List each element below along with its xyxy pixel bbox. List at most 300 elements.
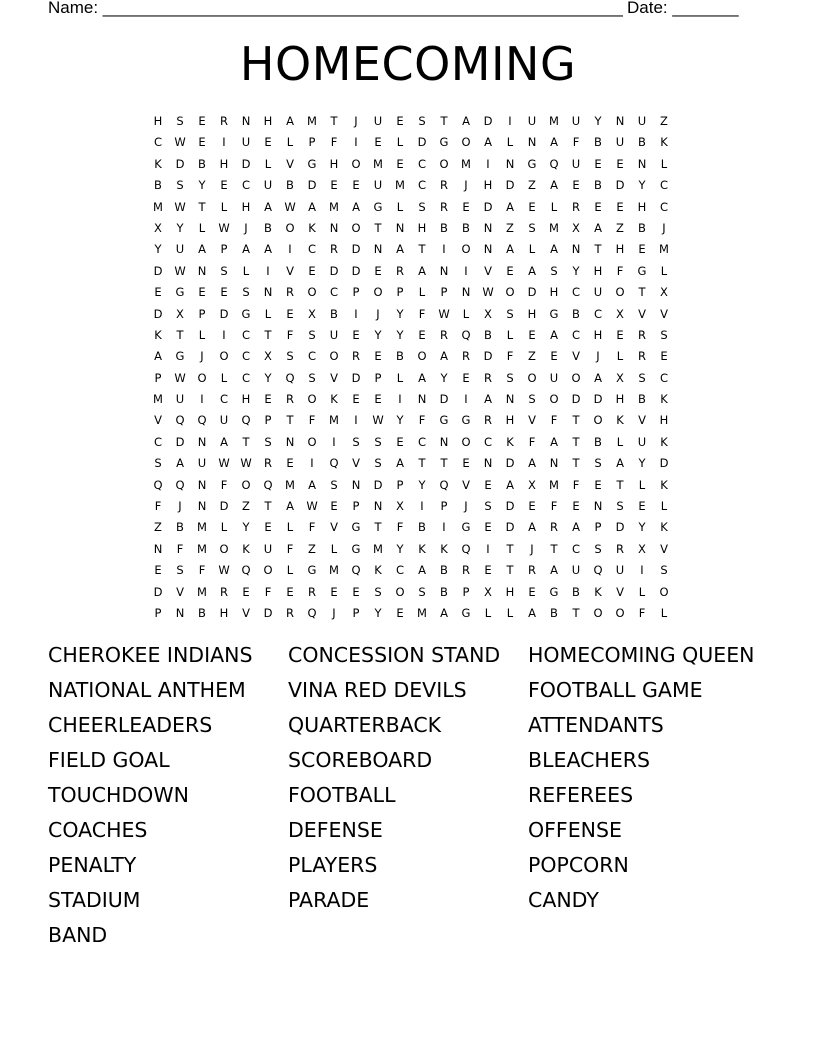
grid-letter[interactable]: P (396, 477, 404, 492)
grid-letter[interactable]: L (616, 349, 624, 364)
grid-letter[interactable]: I (464, 263, 468, 278)
grid-letter[interactable]: W (174, 135, 186, 150)
grid-letter[interactable]: D (153, 263, 163, 278)
grid-letter[interactable]: A (484, 392, 492, 407)
grid-letter[interactable]: H (483, 178, 493, 193)
grid-letter[interactable]: B (484, 327, 492, 342)
grid-letter[interactable]: T (198, 199, 206, 214)
grid-letter[interactable]: J (530, 541, 534, 556)
grid-letter[interactable]: E (330, 584, 338, 599)
grid-letter[interactable]: T (616, 477, 624, 492)
grid-letter[interactable]: E (264, 392, 272, 407)
grid-letter[interactable]: Q (197, 413, 207, 428)
grid-letter[interactable]: A (418, 563, 426, 578)
grid-letter[interactable]: T (572, 413, 580, 428)
grid-letter[interactable]: M (329, 413, 339, 428)
grid-letter[interactable]: F (616, 263, 624, 278)
grid-letter[interactable]: J (244, 220, 248, 235)
grid-letter[interactable]: W (372, 413, 384, 428)
grid-letter[interactable]: O (197, 370, 207, 385)
grid-letter[interactable]: U (197, 456, 207, 471)
grid-letter[interactable]: A (308, 477, 316, 492)
grid-letter[interactable]: E (374, 392, 382, 407)
grid-letter[interactable]: Y (176, 220, 184, 235)
grid-letter[interactable]: E (550, 349, 558, 364)
grid-letter[interactable]: T (550, 541, 558, 556)
grid-letter[interactable]: F (220, 477, 228, 492)
grid-letter[interactable]: M (329, 563, 339, 578)
grid-letter[interactable]: M (373, 156, 383, 171)
grid-letter[interactable]: Y (440, 370, 448, 385)
grid-letter[interactable]: L (396, 370, 404, 385)
grid-letter[interactable]: D (329, 263, 339, 278)
grid-letter[interactable]: A (506, 242, 514, 257)
grid-letter[interactable]: E (484, 477, 492, 492)
grid-letter[interactable]: E (352, 392, 360, 407)
grid-letter[interactable]: G (307, 156, 317, 171)
grid-letter[interactable]: N (483, 220, 493, 235)
grid-letter[interactable]: A (220, 434, 228, 449)
grid-letter[interactable]: A (572, 520, 580, 535)
grid-letter[interactable]: D (483, 349, 493, 364)
grid-letter[interactable]: A (594, 220, 602, 235)
grid-letter[interactable]: B (396, 349, 404, 364)
grid-letter[interactable]: S (660, 563, 668, 578)
grid-letter[interactable]: A (154, 349, 162, 364)
grid-letter[interactable]: U (637, 114, 647, 128)
grid-letter[interactable]: L (660, 605, 668, 620)
grid-letter[interactable]: B (440, 584, 448, 599)
grid-letter[interactable]: A (594, 370, 602, 385)
grid-letter[interactable]: V (660, 306, 668, 321)
grid-letter[interactable]: E (352, 584, 360, 599)
grid-letter[interactable]: B (176, 520, 184, 535)
grid-letter[interactable]: Y (374, 327, 382, 342)
grid-letter[interactable]: B (264, 220, 272, 235)
grid-letter[interactable]: A (462, 114, 470, 128)
grid-letter[interactable]: H (593, 263, 603, 278)
grid-letter[interactable]: N (197, 263, 207, 278)
grid-letter[interactable]: L (550, 199, 558, 214)
grid-letter[interactable]: M (461, 156, 471, 171)
grid-letter[interactable]: F (308, 520, 316, 535)
grid-letter[interactable]: O (615, 285, 625, 300)
grid-letter[interactable]: M (307, 114, 317, 128)
grid-letter[interactable]: D (483, 199, 493, 214)
grid-letter[interactable]: S (176, 178, 184, 193)
grid-letter[interactable]: C (571, 327, 581, 342)
grid-letter[interactable]: F (528, 434, 536, 449)
grid-letter[interactable]: Q (439, 477, 449, 492)
grid-letter[interactable]: N (439, 263, 449, 278)
grid-letter[interactable]: P (594, 520, 602, 535)
grid-letter[interactable]: X (484, 584, 492, 599)
grid-letter[interactable]: E (484, 520, 492, 535)
grid-letter[interactable]: Q (307, 605, 317, 620)
grid-letter[interactable]: U (571, 156, 581, 171)
grid-letter[interactable]: N (549, 456, 559, 471)
grid-letter[interactable]: U (549, 370, 559, 385)
grid-letter[interactable]: V (638, 306, 646, 321)
grid-letter[interactable]: K (594, 584, 602, 599)
grid-letter[interactable]: N (593, 499, 603, 514)
grid-letter[interactable]: G (461, 605, 471, 620)
grid-letter[interactable]: H (659, 413, 669, 428)
grid-letter[interactable]: K (154, 327, 162, 342)
grid-letter[interactable]: D (659, 456, 669, 471)
grid-letter[interactable]: E (396, 605, 404, 620)
grid-letter[interactable]: K (616, 413, 624, 428)
grid-letter[interactable]: Y (396, 327, 404, 342)
grid-letter[interactable]: J (464, 499, 468, 514)
grid-letter[interactable]: T (506, 563, 514, 578)
grid-letter[interactable]: Q (329, 456, 339, 471)
grid-letter[interactable]: D (219, 306, 229, 321)
grid-letter[interactable]: T (572, 434, 580, 449)
grid-letter[interactable]: I (310, 456, 314, 471)
grid-letter[interactable]: O (549, 392, 559, 407)
grid-letter[interactable]: S (594, 456, 602, 471)
grid-letter[interactable]: I (200, 392, 204, 407)
grid-letter[interactable]: S (220, 263, 228, 278)
grid-letter[interactable]: B (594, 135, 602, 150)
grid-letter[interactable]: N (615, 114, 625, 128)
grid-letter[interactable]: M (549, 477, 559, 492)
grid-letter[interactable]: E (220, 178, 228, 193)
grid-letter[interactable]: G (637, 263, 647, 278)
grid-letter[interactable]: V (286, 263, 294, 278)
grid-letter[interactable]: B (638, 392, 646, 407)
grid-letter[interactable]: M (197, 520, 207, 535)
grid-letter[interactable]: D (417, 135, 427, 150)
grid-letter[interactable]: M (417, 605, 427, 620)
grid-letter[interactable]: W (482, 285, 494, 300)
grid-letter[interactable]: V (462, 477, 470, 492)
grid-letter[interactable]: T (264, 327, 272, 342)
grid-letter[interactable]: I (266, 263, 270, 278)
grid-letter[interactable]: C (241, 370, 251, 385)
grid-letter[interactable]: J (332, 605, 336, 620)
grid-letter[interactable]: I (508, 114, 512, 128)
grid-letter[interactable]: O (659, 584, 669, 599)
grid-letter[interactable]: A (550, 242, 558, 257)
grid-letter[interactable]: Q (241, 413, 251, 428)
grid-letter[interactable]: X (264, 349, 272, 364)
grid-letter[interactable]: S (660, 327, 668, 342)
grid-letter[interactable]: R (264, 456, 272, 471)
grid-letter[interactable]: K (308, 220, 316, 235)
grid-letter[interactable]: E (154, 563, 162, 578)
grid-letter[interactable]: I (640, 563, 644, 578)
grid-letter[interactable]: V (572, 349, 580, 364)
grid-letter[interactable]: T (286, 413, 294, 428)
grid-letter[interactable]: R (308, 584, 316, 599)
grid-letter[interactable]: N (571, 242, 581, 257)
grid-letter[interactable]: G (461, 413, 471, 428)
grid-letter[interactable]: L (286, 135, 294, 150)
grid-letter[interactable]: G (373, 199, 383, 214)
grid-letter[interactable]: U (175, 242, 185, 257)
grid-letter[interactable]: C (417, 156, 427, 171)
grid-letter[interactable]: E (594, 477, 602, 492)
grid-letter[interactable]: L (396, 199, 404, 214)
grid-letter[interactable]: H (153, 114, 163, 128)
grid-letter[interactable]: U (219, 413, 229, 428)
grid-letter[interactable]: E (638, 499, 646, 514)
grid-letter[interactable]: F (330, 135, 338, 150)
grid-letter[interactable]: M (197, 584, 207, 599)
grid-letter[interactable]: R (220, 114, 228, 128)
grid-letter[interactable]: Q (461, 541, 471, 556)
grid-letter[interactable]: J (596, 349, 600, 364)
grid-letter[interactable]: L (528, 242, 536, 257)
grid-letter[interactable]: N (263, 285, 273, 300)
grid-letter[interactable]: L (220, 370, 228, 385)
grid-letter[interactable]: N (197, 434, 207, 449)
name-field[interactable]: Name: _______________________________________________________ (48, 0, 623, 17)
grid-letter[interactable]: C (241, 178, 251, 193)
grid-letter[interactable]: E (374, 349, 382, 364)
grid-letter[interactable]: M (197, 541, 207, 556)
grid-letter[interactable]: E (264, 520, 272, 535)
grid-letter[interactable]: Y (418, 477, 426, 492)
grid-letter[interactable]: D (153, 306, 163, 321)
grid-letter[interactable]: M (285, 477, 295, 492)
grid-letter[interactable]: V (330, 520, 338, 535)
grid-letter[interactable]: K (374, 563, 382, 578)
grid-letter[interactable]: H (241, 199, 251, 214)
grid-letter[interactable]: D (219, 499, 229, 514)
grid-letter[interactable]: P (352, 285, 360, 300)
grid-letter[interactable]: N (241, 114, 251, 128)
grid-letter[interactable]: S (484, 499, 492, 514)
grid-letter[interactable]: H (527, 306, 537, 321)
grid-letter[interactable]: A (264, 199, 272, 214)
grid-letter[interactable]: G (527, 156, 537, 171)
grid-letter[interactable]: E (264, 135, 272, 150)
grid-letter[interactable]: E (462, 199, 470, 214)
grid-letter[interactable]: C (659, 199, 669, 214)
grid-letter[interactable]: B (198, 605, 206, 620)
grid-letter[interactable]: E (616, 327, 624, 342)
grid-letter[interactable]: Z (616, 220, 624, 235)
grid-letter[interactable]: Y (638, 178, 646, 193)
grid-letter[interactable]: H (219, 605, 229, 620)
grid-letter[interactable]: B (594, 434, 602, 449)
grid-letter[interactable]: J (662, 220, 666, 235)
grid-letter[interactable]: S (154, 456, 162, 471)
grid-letter[interactable]: D (351, 370, 361, 385)
grid-letter[interactable]: S (330, 477, 338, 492)
grid-letter[interactable]: Y (594, 114, 602, 128)
grid-letter[interactable]: U (175, 392, 185, 407)
grid-letter[interactable]: S (176, 114, 184, 128)
grid-letter[interactable]: S (308, 327, 316, 342)
grid-letter[interactable]: R (396, 263, 404, 278)
grid-letter[interactable]: C (571, 285, 581, 300)
grid-letter[interactable]: F (638, 605, 646, 620)
grid-letter[interactable]: W (438, 306, 450, 321)
grid-letter[interactable]: E (638, 242, 646, 257)
grid-letter[interactable]: O (219, 349, 229, 364)
grid-letter[interactable]: N (285, 434, 295, 449)
grid-letter[interactable]: Y (264, 370, 272, 385)
grid-letter[interactable]: E (528, 499, 536, 514)
grid-letter[interactable]: O (395, 584, 405, 599)
grid-letter[interactable]: A (528, 605, 536, 620)
grid-letter[interactable]: I (288, 242, 292, 257)
grid-letter[interactable]: U (593, 285, 603, 300)
grid-letter[interactable]: V (528, 413, 536, 428)
grid-letter[interactable]: L (242, 263, 250, 278)
grid-letter[interactable]: M (549, 114, 559, 128)
grid-letter[interactable]: S (264, 434, 272, 449)
grid-letter[interactable]: B (440, 563, 448, 578)
grid-letter[interactable]: L (660, 499, 668, 514)
grid-letter[interactable]: E (154, 285, 162, 300)
grid-letter[interactable]: U (571, 114, 581, 128)
grid-letter[interactable]: D (527, 285, 537, 300)
grid-letter[interactable]: K (660, 520, 668, 535)
grid-letter[interactable]: C (659, 178, 669, 193)
grid-letter[interactable]: S (374, 456, 382, 471)
grid-letter[interactable]: R (440, 178, 448, 193)
grid-letter[interactable]: U (241, 135, 251, 150)
grid-letter[interactable]: F (198, 563, 206, 578)
grid-letter[interactable]: T (506, 541, 514, 556)
grid-letter[interactable]: D (373, 477, 383, 492)
grid-letter[interactable]: X (616, 370, 624, 385)
grid-letter[interactable]: V (660, 541, 668, 556)
grid-letter[interactable]: C (219, 392, 229, 407)
grid-letter[interactable]: P (462, 584, 470, 599)
grid-letter[interactable]: T (594, 242, 602, 257)
grid-letter[interactable]: Z (660, 114, 668, 128)
grid-letter[interactable]: A (286, 114, 294, 128)
grid-letter[interactable]: C (307, 349, 317, 364)
grid-letter[interactable]: L (506, 135, 514, 150)
grid-letter[interactable]: N (637, 156, 647, 171)
grid-letter[interactable]: Z (506, 220, 514, 235)
grid-letter[interactable]: C (153, 434, 163, 449)
grid-letter[interactable]: N (505, 156, 515, 171)
grid-letter[interactable]: F (550, 499, 558, 514)
grid-letter[interactable]: N (175, 605, 185, 620)
grid-letter[interactable]: S (528, 220, 536, 235)
date-field[interactable]: Date: _______ (627, 0, 739, 17)
grid-letter[interactable]: I (420, 499, 424, 514)
grid-letter[interactable]: O (593, 605, 603, 620)
grid-letter[interactable]: E (528, 327, 536, 342)
grid-letter[interactable]: X (572, 220, 580, 235)
grid-letter[interactable]: J (376, 306, 380, 321)
grid-letter[interactable]: L (220, 520, 228, 535)
grid-letter[interactable]: I (354, 135, 358, 150)
grid-letter[interactable]: B (198, 156, 206, 171)
grid-letter[interactable]: G (549, 584, 559, 599)
grid-letter[interactable]: G (461, 520, 471, 535)
grid-letter[interactable]: E (374, 263, 382, 278)
grid-letter[interactable]: A (528, 520, 536, 535)
grid-letter[interactable]: E (594, 199, 602, 214)
grid-letter[interactable]: T (440, 456, 448, 471)
grid-letter[interactable]: D (483, 114, 493, 128)
grid-letter[interactable]: U (637, 434, 647, 449)
grid-letter[interactable]: D (593, 392, 603, 407)
grid-letter[interactable]: B (572, 584, 580, 599)
grid-letter[interactable]: I (222, 327, 226, 342)
grid-letter[interactable]: N (373, 242, 383, 257)
grid-letter[interactable]: O (461, 242, 471, 257)
grid-letter[interactable]: M (659, 242, 669, 257)
grid-letter[interactable]: F (418, 306, 426, 321)
grid-letter[interactable]: T (374, 520, 382, 535)
grid-letter[interactable]: W (174, 199, 186, 214)
grid-letter[interactable]: H (637, 199, 647, 214)
grid-letter[interactable]: V (286, 156, 294, 171)
grid-letter[interactable]: C (241, 327, 251, 342)
grid-letter[interactable]: N (483, 242, 493, 257)
grid-letter[interactable]: E (286, 456, 294, 471)
grid-letter[interactable]: S (550, 263, 558, 278)
grid-letter[interactable]: X (176, 306, 184, 321)
grid-letter[interactable]: F (154, 499, 162, 514)
grid-letter[interactable]: A (396, 242, 404, 257)
grid-letter[interactable]: D (571, 392, 581, 407)
grid-letter[interactable]: R (638, 349, 646, 364)
grid-letter[interactable]: H (615, 392, 625, 407)
grid-letter[interactable]: A (352, 199, 360, 214)
grid-letter[interactable]: L (660, 156, 668, 171)
grid-letter[interactable]: A (242, 242, 250, 257)
grid-letter[interactable]: D (505, 499, 515, 514)
grid-letter[interactable]: E (330, 178, 338, 193)
grid-letter[interactable]: R (330, 242, 338, 257)
grid-letter[interactable]: S (638, 370, 646, 385)
grid-letter[interactable]: E (396, 434, 404, 449)
grid-letter[interactable]: C (659, 370, 669, 385)
grid-letter[interactable]: B (462, 220, 470, 235)
grid-letter[interactable]: C (395, 563, 405, 578)
grid-letter[interactable]: A (396, 456, 404, 471)
grid-letter[interactable]: U (615, 563, 625, 578)
grid-letter[interactable]: J (178, 499, 182, 514)
grid-letter[interactable]: C (329, 285, 339, 300)
grid-letter[interactable]: Y (396, 306, 404, 321)
grid-letter[interactable]: W (240, 456, 252, 471)
grid-letter[interactable]: A (550, 135, 558, 150)
grid-letter[interactable]: N (439, 434, 449, 449)
grid-letter[interactable]: T (374, 220, 382, 235)
grid-letter[interactable]: Y (374, 605, 382, 620)
grid-letter[interactable]: E (198, 135, 206, 150)
grid-letter[interactable]: Z (528, 349, 536, 364)
grid-letter[interactable]: C (241, 349, 251, 364)
grid-letter[interactable]: F (418, 413, 426, 428)
grid-letter[interactable]: U (373, 178, 383, 193)
grid-letter[interactable]: W (306, 499, 318, 514)
grid-letter[interactable]: B (154, 178, 162, 193)
grid-letter[interactable]: R (352, 349, 360, 364)
grid-letter[interactable]: B (440, 220, 448, 235)
grid-letter[interactable]: R (616, 541, 624, 556)
grid-letter[interactable]: I (442, 520, 446, 535)
grid-letter[interactable]: E (594, 156, 602, 171)
grid-letter[interactable]: X (308, 306, 316, 321)
grid-letter[interactable]: P (198, 306, 206, 321)
grid-letter[interactable]: E (330, 499, 338, 514)
grid-letter[interactable]: S (506, 306, 514, 321)
